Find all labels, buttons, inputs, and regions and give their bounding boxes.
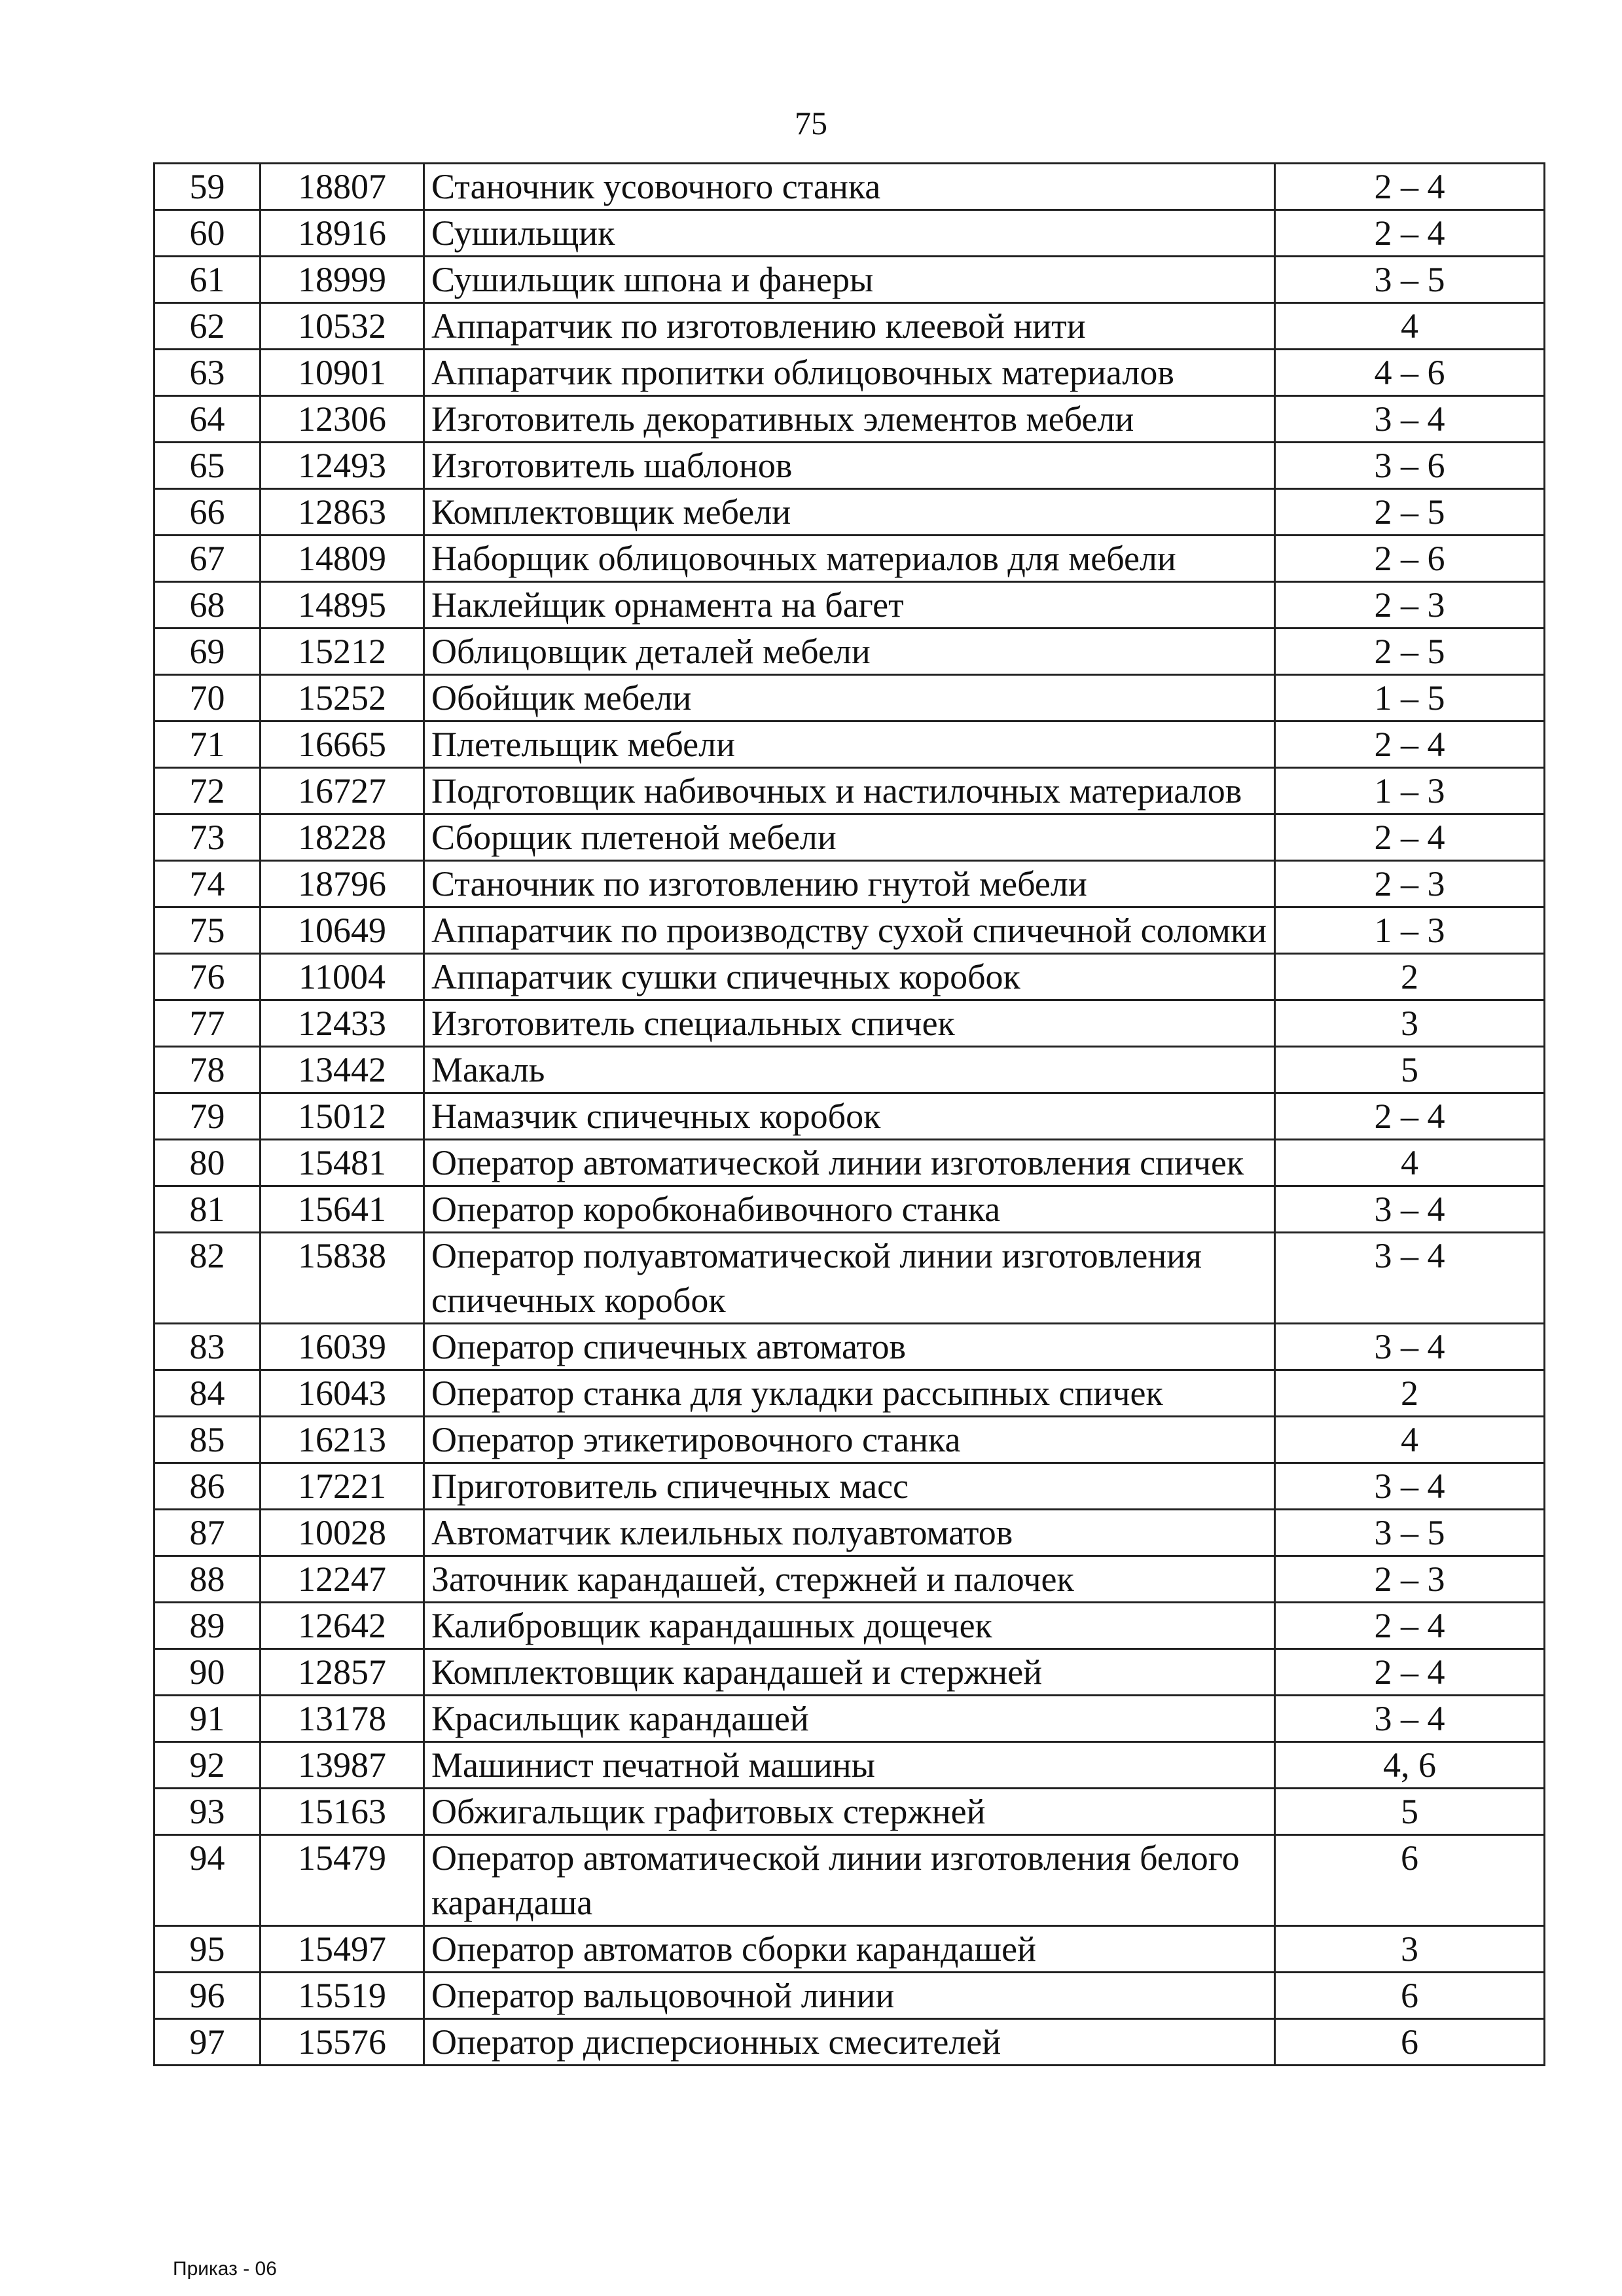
- table-body: [154, 164, 1545, 2066]
- row-number: 62: [154, 303, 261, 350]
- profession-name: Аппаратчик пропитки облицовочных материалов: [424, 350, 1275, 396]
- profession-code: 10649: [261, 907, 424, 954]
- profession-code: 12857: [261, 1649, 424, 1696]
- profession-name: Оператор полуавтоматической линии изготовления спичечных коробок: [424, 1233, 1275, 1324]
- profession-code: 15163: [261, 1789, 424, 1835]
- profession-code: 17221: [261, 1463, 424, 1510]
- grade-range: 4: [1275, 1140, 1545, 1186]
- profession-name: Оператор этикетировочного станка: [424, 1417, 1275, 1463]
- footer-label: Приказ - 06: [173, 2258, 277, 2280]
- profession-name: Сборщик плетеной мебели: [424, 814, 1275, 861]
- profession-code: 12863: [261, 489, 424, 536]
- grade-range: 2: [1275, 1370, 1545, 1417]
- profession-code: 13178: [261, 1696, 424, 1742]
- table-row: [154, 1603, 1545, 1649]
- profession-name: Аппаратчик по изготовлению клеевой нити: [424, 303, 1275, 350]
- table-row: [154, 1463, 1545, 1510]
- row-number: 84: [154, 1370, 261, 1417]
- table-row: [154, 257, 1545, 303]
- row-number: 59: [154, 164, 261, 210]
- table-row: [154, 721, 1545, 768]
- page-number: 75: [795, 105, 827, 141]
- profession-name: Оператор станка для укладки рассыпных спичек: [424, 1370, 1275, 1417]
- row-number: 74: [154, 861, 261, 907]
- profession-code: 10901: [261, 350, 424, 396]
- profession-name: Приготовитель спичечных масс: [424, 1463, 1275, 1510]
- profession-name: Станочник по изготовлению гнутой мебели: [424, 861, 1275, 907]
- profession-code: 18796: [261, 861, 424, 907]
- table-row: [154, 1510, 1545, 1556]
- grade-range: 3 – 4: [1275, 396, 1545, 443]
- profession-name: Намазчик спичечных коробок: [424, 1093, 1275, 1140]
- grade-range: 3 – 4: [1275, 1463, 1545, 1510]
- profession-code: 14895: [261, 582, 424, 629]
- table-row: [154, 210, 1545, 257]
- grade-range: 3 – 5: [1275, 257, 1545, 303]
- profession-name: Оператор автоматической линии изготовления белого карандаша: [424, 1835, 1275, 1926]
- row-number: 65: [154, 443, 261, 489]
- grade-range: 2 – 5: [1275, 489, 1545, 536]
- profession-name: Наборщик облицовочных материалов для мебели: [424, 536, 1275, 582]
- row-number: 86: [154, 1463, 261, 1510]
- row-number: 61: [154, 257, 261, 303]
- profession-name: Красильщик карандашей: [424, 1696, 1275, 1742]
- table-row: [154, 907, 1545, 954]
- table-row: [154, 1324, 1545, 1370]
- grade-range: 1 – 3: [1275, 907, 1545, 954]
- grade-range: 6: [1275, 1973, 1545, 2019]
- row-number: 64: [154, 396, 261, 443]
- row-number: 66: [154, 489, 261, 536]
- profession-name: Изготовитель шаблонов: [424, 443, 1275, 489]
- row-number: 92: [154, 1742, 261, 1789]
- row-number: 68: [154, 582, 261, 629]
- grade-range: 2 – 5: [1275, 629, 1545, 675]
- grade-range: 2 – 3: [1275, 1556, 1545, 1603]
- table-row: [154, 1417, 1545, 1463]
- profession-code: 14809: [261, 536, 424, 582]
- profession-code: 16665: [261, 721, 424, 768]
- row-number: 75: [154, 907, 261, 954]
- row-number: 70: [154, 675, 261, 721]
- row-number: 95: [154, 1926, 261, 1973]
- row-number: 63: [154, 350, 261, 396]
- profession-name: Наклейщик орнамента на багет: [424, 582, 1275, 629]
- profession-name: Оператор автоматической линии изготовления спичек: [424, 1140, 1275, 1186]
- profession-code: 16043: [261, 1370, 424, 1417]
- table-row: [154, 1000, 1545, 1047]
- table-row: [154, 2019, 1545, 2066]
- grade-range: 3 – 5: [1275, 1510, 1545, 1556]
- row-number: 80: [154, 1140, 261, 1186]
- row-number: 97: [154, 2019, 261, 2066]
- profession-code: 13987: [261, 1742, 424, 1789]
- grade-range: 4: [1275, 1417, 1545, 1463]
- grade-range: 2 – 4: [1275, 814, 1545, 861]
- profession-code: 15497: [261, 1926, 424, 1973]
- row-number: 77: [154, 1000, 261, 1047]
- row-number: 72: [154, 768, 261, 814]
- table-row: [154, 629, 1545, 675]
- row-number: 69: [154, 629, 261, 675]
- profession-name: Изготовитель декоративных элементов мебели: [424, 396, 1275, 443]
- profession-name: Оператор вальцовочной линии: [424, 1973, 1275, 2019]
- profession-code: 16039: [261, 1324, 424, 1370]
- profession-name: Оператор коробконабивочного станка: [424, 1186, 1275, 1233]
- profession-code: 18807: [261, 164, 424, 210]
- profession-table: [153, 162, 1545, 2066]
- table-row: [154, 1973, 1545, 2019]
- table-row: [154, 1047, 1545, 1093]
- table-row: [154, 861, 1545, 907]
- table-row: [154, 489, 1545, 536]
- table-row: [154, 1186, 1545, 1233]
- table-row: [154, 164, 1545, 210]
- profession-name: Автоматчик клеильных полуавтоматов: [424, 1510, 1275, 1556]
- grade-range: 2 – 3: [1275, 861, 1545, 907]
- grade-range: 2 – 6: [1275, 536, 1545, 582]
- profession-name: Оператор дисперсионных смесителей: [424, 2019, 1275, 2066]
- profession-code: 15212: [261, 629, 424, 675]
- grade-range: 2 – 4: [1275, 1649, 1545, 1696]
- row-number: 90: [154, 1649, 261, 1696]
- profession-name: Сушильщик: [424, 210, 1275, 257]
- table-row: [154, 1233, 1545, 1324]
- profession-code: 10532: [261, 303, 424, 350]
- profession-code: 12247: [261, 1556, 424, 1603]
- profession-name: Обжигальщик графитовых стержней: [424, 1789, 1275, 1835]
- profession-code: 10028: [261, 1510, 424, 1556]
- profession-name: Станочник усовочного станка: [424, 164, 1275, 210]
- profession-code: 13442: [261, 1047, 424, 1093]
- grade-range: 3 – 4: [1275, 1324, 1545, 1370]
- grade-range: 3 – 4: [1275, 1696, 1545, 1742]
- row-number: 76: [154, 954, 261, 1000]
- profession-code: 12493: [261, 443, 424, 489]
- grade-range: 2 – 4: [1275, 210, 1545, 257]
- row-number: 73: [154, 814, 261, 861]
- profession-name: Машинист печатной машины: [424, 1742, 1275, 1789]
- profession-code: 12433: [261, 1000, 424, 1047]
- grade-range: 2 – 4: [1275, 1603, 1545, 1649]
- table-row: [154, 768, 1545, 814]
- row-number: 87: [154, 1510, 261, 1556]
- grade-range: 4: [1275, 303, 1545, 350]
- profession-code: 15012: [261, 1093, 424, 1140]
- row-number: 79: [154, 1093, 261, 1140]
- table-row: [154, 675, 1545, 721]
- profession-name: Изготовитель специальных спичек: [424, 1000, 1275, 1047]
- table-row: [154, 954, 1545, 1000]
- profession-code: 18999: [261, 257, 424, 303]
- table-row: [154, 582, 1545, 629]
- table-row: [154, 1649, 1545, 1696]
- table-row: [154, 303, 1545, 350]
- table-row: [154, 1926, 1545, 1973]
- profession-code: 15519: [261, 1973, 424, 2019]
- grade-range: 2 – 3: [1275, 582, 1545, 629]
- grade-range: 6: [1275, 1835, 1545, 1926]
- table-row: [154, 350, 1545, 396]
- row-number: 81: [154, 1186, 261, 1233]
- table-row: [154, 1742, 1545, 1789]
- table-row: [154, 1093, 1545, 1140]
- profession-name: Комплектовщик мебели: [424, 489, 1275, 536]
- grade-range: 2 – 4: [1275, 1093, 1545, 1140]
- row-number: 82: [154, 1233, 261, 1324]
- row-number: 91: [154, 1696, 261, 1742]
- profession-code: 18916: [261, 210, 424, 257]
- profession-name: Заточник карандашей, стержней и палочек: [424, 1556, 1275, 1603]
- grade-range: 5: [1275, 1789, 1545, 1835]
- profession-name: Плетельщик мебели: [424, 721, 1275, 768]
- profession-code: 12642: [261, 1603, 424, 1649]
- profession-name: Калибровщик карандашных дощечек: [424, 1603, 1275, 1649]
- row-number: 83: [154, 1324, 261, 1370]
- profession-name: Облицовщик деталей мебели: [424, 629, 1275, 675]
- grade-range: 5: [1275, 1047, 1545, 1093]
- grade-range: 2 – 4: [1275, 164, 1545, 210]
- profession-name: Аппаратчик по производству сухой спичечной соломки: [424, 907, 1275, 954]
- row-number: 96: [154, 1973, 261, 2019]
- table-row: [154, 1835, 1545, 1926]
- row-number: 71: [154, 721, 261, 768]
- row-number: 67: [154, 536, 261, 582]
- table-row: [154, 1696, 1545, 1742]
- table-row: [154, 1556, 1545, 1603]
- grade-range: 2: [1275, 954, 1545, 1000]
- profession-code: 15838: [261, 1233, 424, 1324]
- row-number: 93: [154, 1789, 261, 1835]
- row-number: 78: [154, 1047, 261, 1093]
- profession-name: Обойщик мебели: [424, 675, 1275, 721]
- grade-range: 1 – 5: [1275, 675, 1545, 721]
- table-row: [154, 443, 1545, 489]
- profession-name: Оператор автоматов сборки карандашей: [424, 1926, 1275, 1973]
- row-number: 60: [154, 210, 261, 257]
- table-row: [154, 1370, 1545, 1417]
- profession-code: 18228: [261, 814, 424, 861]
- profession-code: 16213: [261, 1417, 424, 1463]
- row-number: 88: [154, 1556, 261, 1603]
- table-row: [154, 396, 1545, 443]
- grade-range: 3 – 4: [1275, 1186, 1545, 1233]
- table-row: [154, 814, 1545, 861]
- profession-name: Подготовщик набивочных и настилочных материалов: [424, 768, 1275, 814]
- profession-name: Сушильщик шпона и фанеры: [424, 257, 1275, 303]
- row-number: 89: [154, 1603, 261, 1649]
- grade-range: 6: [1275, 2019, 1545, 2066]
- row-number: 94: [154, 1835, 261, 1926]
- profession-code: 15576: [261, 2019, 424, 2066]
- profession-name: Оператор спичечных автоматов: [424, 1324, 1275, 1370]
- grade-range: 2 – 4: [1275, 721, 1545, 768]
- profession-code: 11004: [261, 954, 424, 1000]
- profession-code: 12306: [261, 396, 424, 443]
- grade-range: 3: [1275, 1000, 1545, 1047]
- grade-range: 3 – 4: [1275, 1233, 1545, 1324]
- profession-code: 15252: [261, 675, 424, 721]
- profession-name: Комплектовщик карандашей и стержней: [424, 1649, 1275, 1696]
- table-row: [154, 1140, 1545, 1186]
- table-row: [154, 1789, 1545, 1835]
- grade-range: 3 – 6: [1275, 443, 1545, 489]
- profession-code: 15641: [261, 1186, 424, 1233]
- profession-name: Аппаратчик сушки спичечных коробок: [424, 954, 1275, 1000]
- profession-code: 15481: [261, 1140, 424, 1186]
- profession-code: 15479: [261, 1835, 424, 1926]
- grade-range: 4 – 6: [1275, 350, 1545, 396]
- profession-name: Макаль: [424, 1047, 1275, 1093]
- grade-range: 1 – 3: [1275, 768, 1545, 814]
- grade-range: 4, 6: [1275, 1742, 1545, 1789]
- row-number: 85: [154, 1417, 261, 1463]
- grade-range: 3: [1275, 1926, 1545, 1973]
- table-row: [154, 536, 1545, 582]
- profession-code: 16727: [261, 768, 424, 814]
